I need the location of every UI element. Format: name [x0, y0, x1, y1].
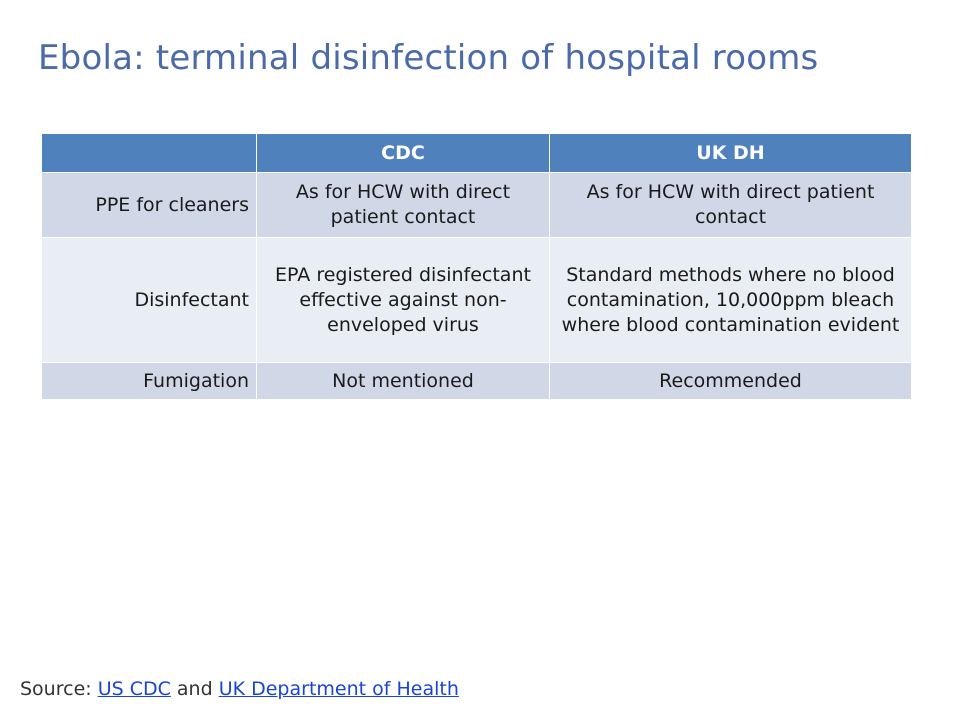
uk-dh-cell: As for HCW with direct patient contact	[550, 173, 912, 238]
source-connector: and	[170, 678, 219, 700]
uk-dh-cell: Standard methods where no blood contamination, 10,000ppm bleach where blood contamination evident	[550, 238, 912, 363]
us-cdc-link[interactable]: US CDC	[97, 678, 171, 700]
header-empty-cell	[42, 134, 257, 173]
cdc-cell: Not mentioned	[257, 363, 550, 400]
row-label: Disinfectant	[42, 238, 257, 363]
row-label: PPE for cleaners	[42, 173, 257, 238]
table-row	[42, 238, 912, 363]
uk-department-of-health-link[interactable]: UK Department of Health	[218, 678, 459, 700]
cdc-cell: EPA registered disinfectant effective against non-enveloped virus	[257, 238, 550, 363]
source-prefix: Source:	[20, 678, 98, 700]
table-header-row	[42, 134, 912, 173]
header-cdc: CDC	[257, 134, 550, 173]
header-uk-dh: UK DH	[550, 134, 912, 173]
slide-title: Ebola: terminal disinfection of hospital rooms	[38, 38, 819, 78]
comparison-table	[41, 133, 912, 400]
source-footnote	[20, 678, 459, 700]
table-row	[42, 173, 912, 238]
table-row	[42, 363, 912, 400]
row-label: Fumigation	[42, 363, 257, 400]
cdc-cell: As for HCW with direct patient contact	[257, 173, 550, 238]
uk-dh-cell: Recommended	[550, 363, 912, 400]
